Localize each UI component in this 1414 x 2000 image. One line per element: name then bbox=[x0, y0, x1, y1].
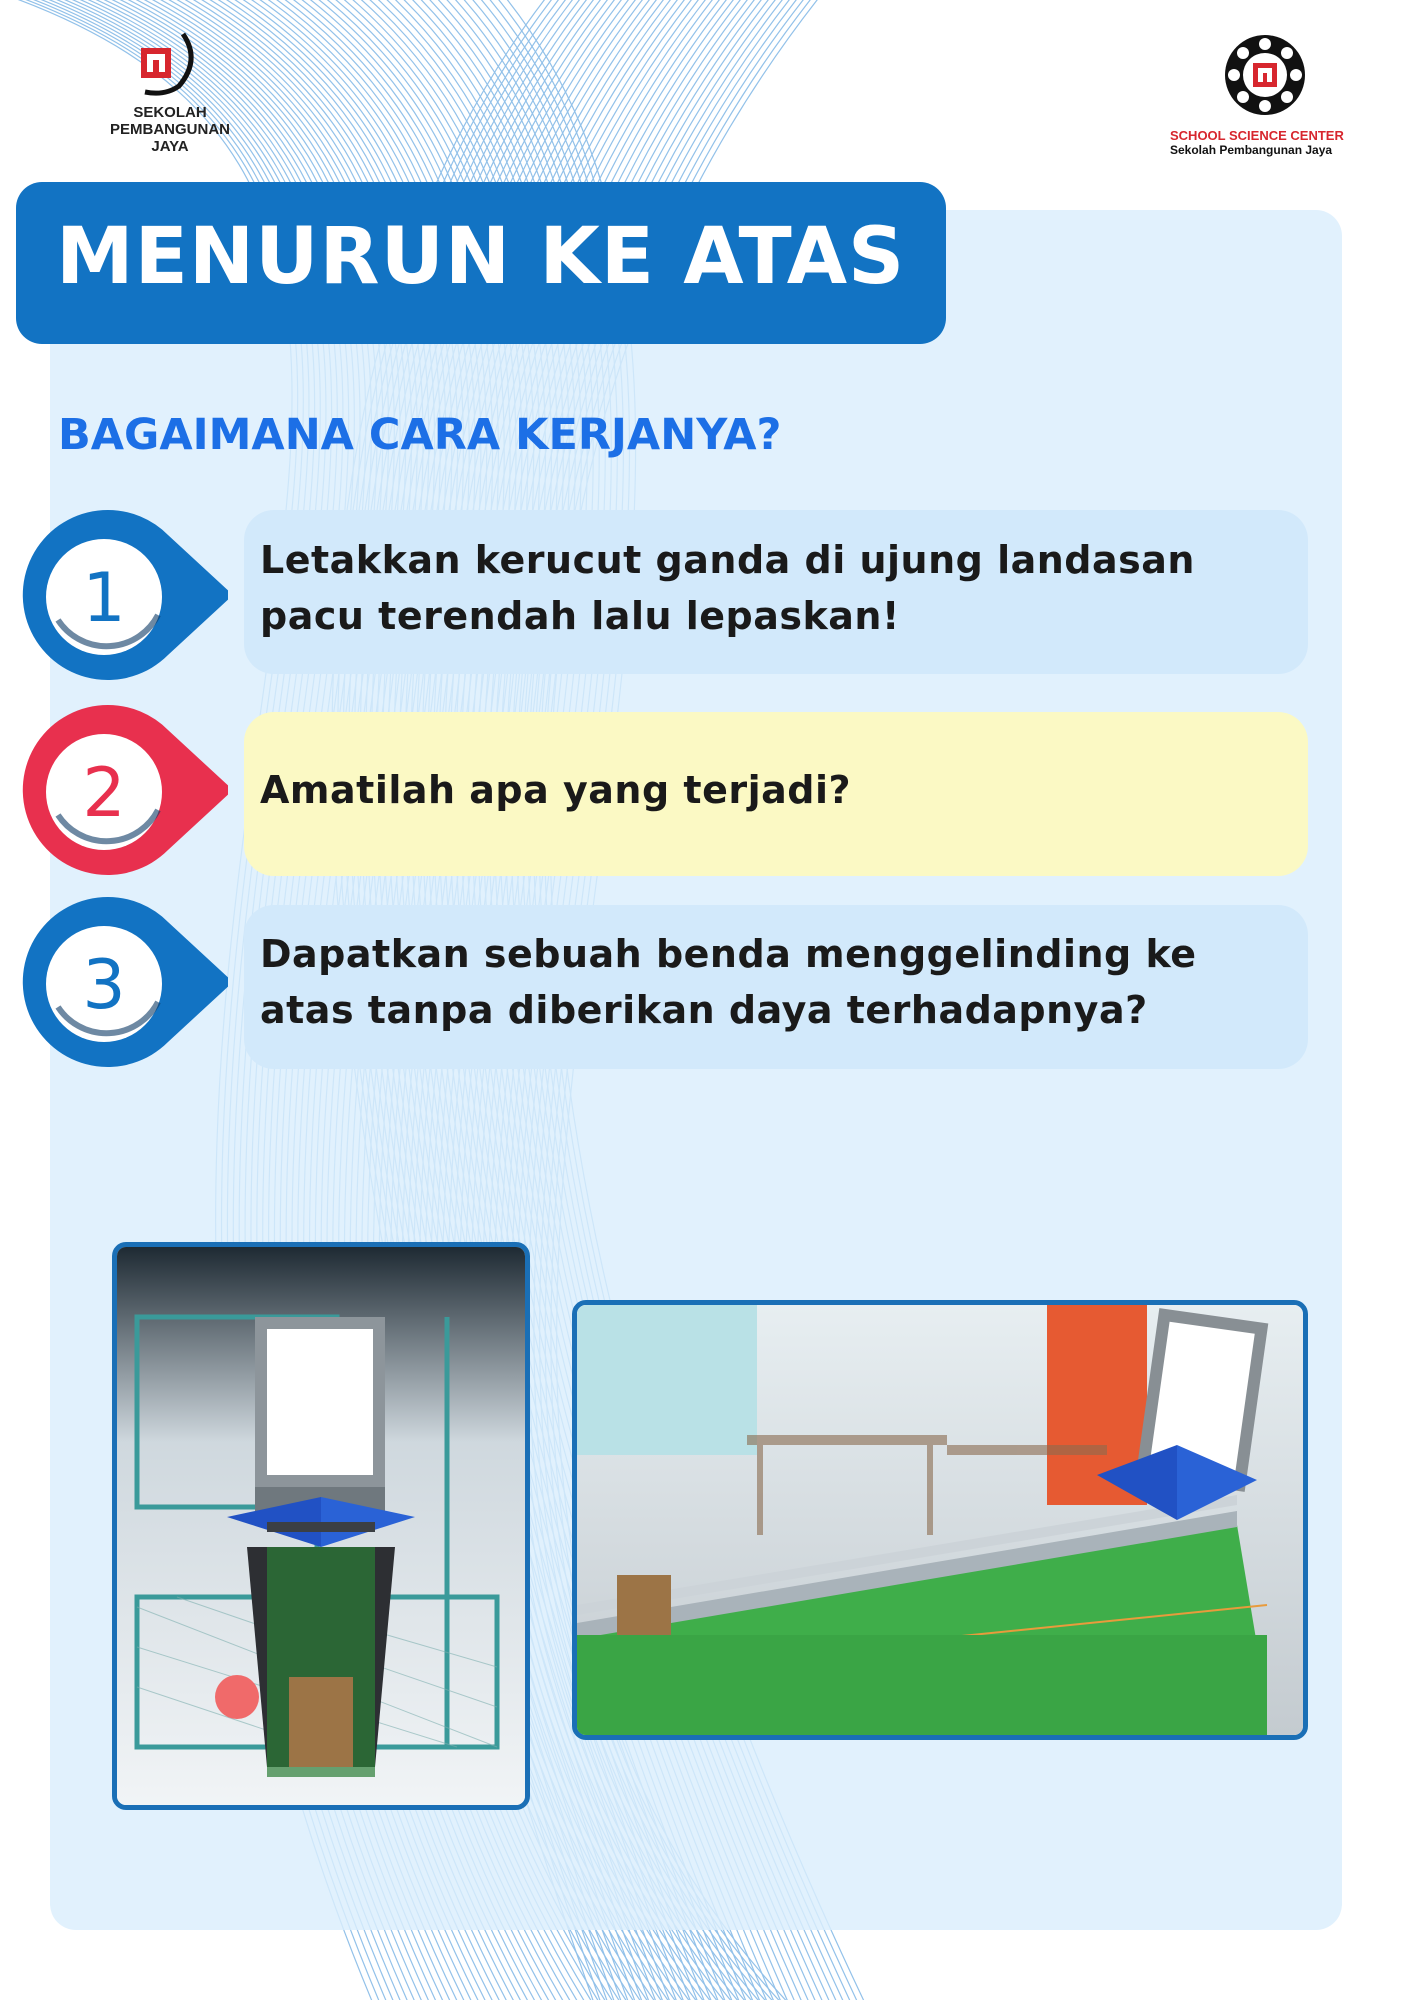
logo-right-line1: SCHOOL SCIENCE CENTER bbox=[1170, 128, 1344, 143]
step-2-text bbox=[260, 762, 851, 818]
step-1-line2: pacu terendah lalu lepaskan! bbox=[260, 594, 900, 638]
step-1-number: 1 bbox=[82, 559, 126, 638]
step-2-number: 2 bbox=[82, 754, 126, 833]
step-1-badge bbox=[18, 505, 228, 685]
step-3-text bbox=[260, 926, 1197, 1038]
double-cone-side-photo bbox=[577, 1305, 1303, 1735]
step-3-number: 3 bbox=[82, 946, 126, 1025]
photo-side-view bbox=[572, 1300, 1308, 1740]
step-2-line1: Amatilah apa yang terjadi? bbox=[260, 768, 852, 812]
spj-logo-icon bbox=[135, 30, 205, 100]
science-center-emblem-icon bbox=[1220, 30, 1310, 120]
sekolah-pembangunan-jaya-logo bbox=[100, 30, 240, 155]
section-subtitle: BAGAIMANA CARA KERJANYA? bbox=[58, 410, 782, 460]
school-science-center-logo bbox=[1170, 30, 1370, 157]
logo-left-line1: SEKOLAH bbox=[133, 104, 207, 121]
logo-left-line2: PEMBANGUNAN JAYA bbox=[110, 121, 230, 155]
step-1-line1: Letakkan kerucut ganda di ujung landasan bbox=[260, 538, 1195, 582]
double-cone-front-photo bbox=[117, 1247, 525, 1805]
step-3-badge bbox=[18, 892, 228, 1072]
page-title: MENURUN KE ATAS bbox=[56, 212, 906, 302]
step-3-line1: Dapatkan sebuah benda menggelinding ke bbox=[260, 932, 1197, 976]
logo-right-line2: Sekolah Pembangunan Jaya bbox=[1170, 143, 1333, 157]
step-1-text bbox=[260, 532, 1195, 644]
step-2-badge bbox=[18, 700, 228, 880]
step-3-line2: atas tanpa diberikan daya terhadapnya? bbox=[260, 988, 1148, 1032]
photo-front-view bbox=[112, 1242, 530, 1810]
